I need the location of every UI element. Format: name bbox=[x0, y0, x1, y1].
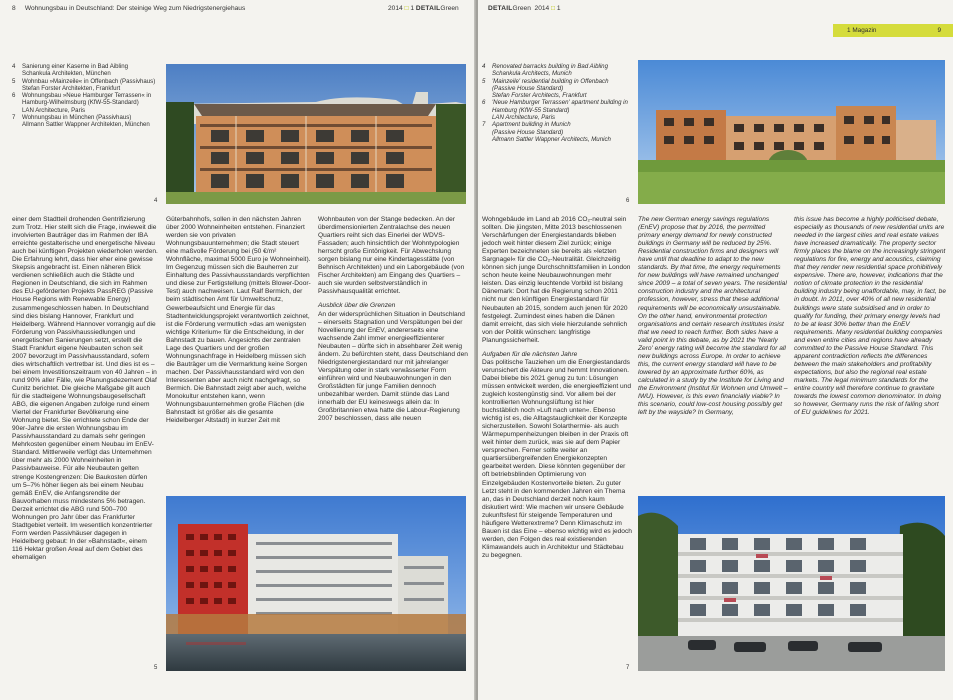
caption-line: LAN Architecture, Paris bbox=[22, 106, 85, 114]
left-running-head bbox=[12, 5, 245, 12]
left-issue-info bbox=[388, 5, 459, 12]
subheading-ausblick: Ausblick über die Grenzen bbox=[318, 302, 396, 310]
right-column-2-english bbox=[638, 216, 788, 490]
caption-line: Stefan Forster Architects, Frankfurt bbox=[492, 92, 587, 100]
caption-number: 4 bbox=[12, 63, 16, 70]
caption-number: 5 bbox=[12, 77, 16, 85]
figure-number-7: 7 bbox=[626, 665, 630, 671]
right-column-1 bbox=[482, 216, 632, 694]
caption-number: 6 bbox=[482, 99, 486, 107]
right-page bbox=[478, 0, 953, 700]
brand-logo-rest: Green bbox=[440, 5, 459, 12]
issue-box: □ bbox=[404, 5, 409, 12]
figure-number-5: 5 bbox=[154, 665, 158, 671]
left-column-2 bbox=[166, 216, 312, 490]
munich-image bbox=[638, 496, 945, 671]
caption-text bbox=[492, 121, 611, 143]
caption-line: Renovated barracks building in Bad Aibling bbox=[492, 63, 608, 70]
section-tab bbox=[833, 24, 953, 37]
caption-number: 5 bbox=[482, 77, 486, 85]
caption-text bbox=[492, 99, 628, 121]
caption-item bbox=[12, 114, 162, 129]
caption-number: 4 bbox=[482, 63, 486, 70]
left-col3-text: Wohnbauten von der Stange bedecken. An der überdimensionierten Zentralachse des neuen Quartiers reiht sich das Einerlei der WDVS-Fassaden; auch hinsichtlich der Wohntypologien herrscht große Eintönigkeit. Für Abwechslung sorgen bislang nur eine Kindertagesstätte (von Behnisch Architekten) und ein Laborgebäude (von Fischer Architekten) am Eingang des Quartiers – auch sie wurden selbstverständlich in Passivhausqualität errichtet. bbox=[318, 216, 465, 296]
issue-box-right: □ bbox=[551, 5, 556, 12]
caption-line: (Passive House Standard) bbox=[492, 128, 564, 136]
caption-line: Sanierung einer Kaserne in Bad Aibling bbox=[22, 63, 129, 70]
right-page-number: 9 bbox=[937, 27, 941, 34]
caption-text bbox=[22, 114, 150, 129]
english-captions bbox=[482, 63, 632, 143]
issue-year-right: 2014 bbox=[534, 5, 550, 12]
right-col3-text: this issue has become a highly politicised debate, especially as thousands of new residential units are needed in the largest cities and real estate values have increased dramatically. The property sector firmly places the blame on the increasingly stringent regulations for fire, energy and acoustics, claiming that they render new residential space prohibitively expensive. There are, however, indications that the notion of climate protection in the residential building industry being unaffordable, may, in fact, be in doubt. In 2011, over 40% of all new residential buildings were state subsidised and in order to qualify for funding, their primary energy levels had to be at least 30% better than the EnEV requirements. Many residential building companies and even entire cities and regions have already committed to the Passive House Standard. This apparent contradiction reflects the differences between the main stakeholders and profitability expectations, but also the regional real estate markets. The legal minimum standards for the entire country will therefore continue to gravitate towards the lowest common denominator. In doing so however, Germany runs the risk of falling short of EU guidelines for 2021. bbox=[794, 216, 946, 417]
photo-mainzeile-offenbach bbox=[154, 496, 466, 671]
mainzeile-image bbox=[166, 496, 466, 671]
brand-logo-bold: DETAIL bbox=[415, 5, 441, 12]
hamburg-image bbox=[638, 60, 945, 204]
left-page bbox=[0, 0, 476, 700]
right-column-3-english bbox=[794, 216, 946, 490]
caption-line: Wohnungsbau in München (Passivhaus) bbox=[22, 114, 132, 122]
brand-logo-bold-right: DETAIL bbox=[488, 5, 513, 12]
caption-item bbox=[12, 78, 162, 93]
caption-line: Schankula Architects, Munich bbox=[492, 70, 572, 78]
figure-number-6: 6 bbox=[626, 198, 630, 204]
left-column-3 bbox=[318, 216, 468, 490]
caption-line: Wohnbau »Mainzeile« in Offenbach (Passivhaus) bbox=[22, 77, 156, 85]
german-captions bbox=[12, 63, 162, 129]
caption-number: 7 bbox=[482, 121, 486, 129]
caption-text bbox=[492, 63, 608, 78]
caption-line: Wohnungsbau »Neue Hamburger Terrassen« in bbox=[22, 92, 152, 100]
caption-text bbox=[492, 78, 608, 100]
issue-number: 1 bbox=[410, 5, 415, 12]
caption-text bbox=[22, 92, 151, 114]
subheading-aufgaben: Aufgaben für die nächsten Jahre bbox=[482, 350, 578, 358]
caption-line: Schankula Architekten, München bbox=[22, 70, 111, 78]
caption-line: Allmann Sattler Wappner Architekten, München bbox=[22, 121, 150, 129]
caption-item bbox=[482, 121, 632, 143]
caption-item bbox=[482, 78, 632, 100]
figure-number-4: 4 bbox=[154, 198, 158, 204]
caption-number: 6 bbox=[12, 92, 16, 100]
section-tab-label: 1 Magazin bbox=[847, 27, 877, 34]
right-col1-text-b: Das politische Tauziehen um die Energiestandards verunsichert die Akteure und hemmt Innovationen. Dabei bliebe bis 2021 genug zu tun: Lösungen müssen entwickelt werden, die energieeffizient und zugleich kostengünstig sind. Vor allem bei der kontrollierten Wohnungslüftung ist hier buchstäblich noch »Luft nach unten«. Ebenso wichtig ist es, die Alltagstauglichkeit der Konzepte sicherzustellen. Sowohl Solarthermie- als auch Wärmepumpenheizungen bleiben in der Praxis oft weit hinter dem zurück, was sie auf dem Papier versprechen. Ferner sollte weiter an quartiersübergreifenden Energiekonzepten gearbeitet werden. Diese könnten gegenüber der oft betriebsblinden Optimierung von Einzelgebäuden Kostenvorteile bieten. Zu guter Letzt steht in den kommenden Jahren ein Thema an, das in Deutschland derzeit noch kaum diskutiert wird: Wie machen wir unsere Gebäude zukunftsfest für steigende Temperaturen und häufigere Wetterextreme? Denn Klimaschutz im Bauen ist das Eine – ebenso wichtig wird es jedoch werden, den Folgen des real existierenden Klimawandels auch in Architektur und Städtebau zu begegnen. bbox=[482, 358, 632, 559]
caption-line: 'Neue Hamburger Terrassen' apartment building in bbox=[492, 99, 628, 107]
photo-barracks-bad-aibling bbox=[154, 64, 466, 204]
left-col3-text-b: An der widersprüchlichen Situation in Deutschland – einerseits Stagnation und Verspätungen bei der Novellierung der EnEV, andererseits eine wachsende Zahl immer energieeffizienterer Neubauten – dürfte sich in absehbarer Zeit wenig ändern. Zu befürchten steht, dass Deutschland den Niedrigstenergiestandard nur mit jahrelanger Verspätung oder in stark verwässerter Form einführen wird und Neubauwohnungen in den Großstädten für junge Familien dennoch unbezahlbar werden. Damit stünde das Land innerhalb der EU keineswegs allein da: In Großbritannien etwa hatte die Labour-Regierung 2007 beschlossen, dass alle neuen bbox=[318, 310, 468, 423]
right-issue-info bbox=[488, 5, 561, 12]
left-article-title: Wohnungsbau in Deutschland: Der steinige Weg zum Niedrigstenergiehaus bbox=[24, 5, 246, 12]
caption-line: Stefan Forster Architekten, Frankfurt bbox=[22, 84, 121, 92]
caption-line: LAN Architecture, Paris bbox=[492, 114, 556, 122]
barracks-image bbox=[166, 64, 466, 204]
photo-neue-hamburger-terrassen bbox=[626, 60, 945, 204]
issue-year: 2014 bbox=[388, 5, 403, 12]
left-column-1 bbox=[12, 216, 158, 694]
caption-number: 7 bbox=[12, 114, 16, 122]
right-col2-text: The new German energy savings regulations (EnEV) propose that by 2016, the permitted primary energy demand for newly constructed buildings in Germany will be reduced by 25%. Residential construction firms and designers will have until that deadline to adapt to the new standards. By that time, the energy requirements for new buildings will have remained unchanged since 2009 – a total of seven years. The residential construction industry and the architectural profession, however, stress that these additional requirements will be economically unsustainable. On the other hand, environmental protection organisations and certain research institutes insist that we need to reach further. Both sides have a valid point in this debate, as by 2021 the 'Nearly Zero' energy rating will become the standard for all new buildings across Europe. In order to achieve this, the current energy standard will have to be lowered by an approximate further 60%, as calculated in a study by the Institute for Living and the Environment (Institut für Wohnen und Umwelt – IWU). However, is this even financially viable? In this scenario, could low-cost housing possibly get left by the wayside? In Germany, bbox=[638, 216, 788, 417]
caption-text bbox=[22, 78, 155, 93]
left-col2-text: Güterbahnhofs, sollen in den nächsten Jahren über 2000 Wohneinheiten entstehen. Finanziert werden sie von privaten Wohnungsbauunternehmen; die Stadt steuert eine maßvolle Förderung bei (50 €/m² Wohnfläche, maximal 5000 Euro je Wohneinheit). Im Gegenzug müssen sich die Bauherren zur Einhaltung des Passivhausstandards verpflichten und diese zur Fertigstellung (mittels Blower-Door-Test) auch nachweisen. Laut Ralf Bermich, der beim städtischen Amt für Umweltschutz, Gewerbeaufsicht und Energie für das Stadtentwicklungsprojekt verantwortlich zeichnet, ist die Förderung vermutlich »das am wenigsten wichtige Kriterium« für die Entscheidung, in der Bahnstadt zu bauen. Angesichts der zentralen Lage des Quartiers und der großen Wohnungsnachfrage in Heidelberg müssen sich die Bauträger um die Vermarktung keine Sorgen machen. Der Passivhausstandard wird von den Interessenten aber auch nicht nachgefragt, so Bermich. Die Bahnstadt zeigt aber auch, welche Monokultur entstehen kann, wenn Wohnungsbauunternehmen große Flächen (die Bahnstadt ist größer als die gesamte Heidelberger Altstadt) in kurzer Zeit mit bbox=[166, 216, 311, 425]
caption-line: (Passive House Standard) bbox=[492, 84, 564, 92]
photo-munich-apartment bbox=[626, 496, 945, 671]
caption-item bbox=[12, 63, 162, 78]
caption-item bbox=[482, 63, 632, 78]
right-col1-text: Wohngebäude im Land ab 2016 CO₂-neutral sein sollten. Die jüngsten, Mitte 2013 beschlossenen Verschärfungen der Energiestandards blieben jedoch weit hinter diesem Ziel zurück; einige Experten bezeichneten sie bereits als »letzten Sargnagel« für die CO₂-Neutralität. Gleichzeitig können sich junge Durchschnittsfamilien in London schon heute keine Neubauwohnungen mehr leisten. Das einzig leuchtende Vorbild ist bislang Dänemark: Dort hat die Regierung schon 2011 nicht nur den künftigen Energiestandard für Neubauten ab 2015, sondern auch jenen für 2020 festgelegt. Zumindest eines haben die Dänen damit erreicht, das sich viele hierzulande sehnlich von der Politik wünschen: langfristige Planungssicherheit. bbox=[482, 216, 631, 344]
caption-line: Apartment building in Munich bbox=[492, 121, 571, 129]
caption-line: Allmann Sattler Wappner Architects, Munich bbox=[492, 135, 611, 143]
left-page-number: 8 bbox=[12, 5, 16, 12]
caption-text bbox=[22, 63, 128, 78]
issue-number-right: 1 bbox=[556, 5, 561, 12]
left-col1-text: einer dem Stadtteil drohenden Gentrifizierung zum Trotz. Hier stellt sich die Frage, inwieweit die involvierten Bauträger das im Rahmen der IBA erreichte gestalterische und energetische Niveau auch bei künftigen Projekten wiederholen werden. Die Erfahrung lehrt, dass hier eher eine gewisse Skepsis angebracht ist. Einen näheren Blick verdienen schließlich auch die Städte und Regionen in Deutschland, die sich im Rahmen des EU-geförderten Projekts PassREG (Passive House Regions with Renewable Energy) zusammengeschlossen haben. In Deutschland sind dies bislang Hannover, Frankfurt und Heidelberg. Während Hannover vorrangig auf die Förderung von Passivhaussiedlungen und energetischen Sanierungen setzt, erstellt die Stadt Frankfurt eigene Neubauten schon seit 2007 bevorzugt im Passivhausstandard, sofern dies wirtschaftlich vertretbar ist. Und dies ist es – bei einem Investitionszeitraum von 40 Jahren – in rund 90% aller Fälle, wie Planungsdezernent Olaf Cunitz berichtet. Die gleiche Maßgabe gilt auch für die stadteigene Wohnungsbaugesellschaft ABG, die eigenen Angaben zufolge rund einem Viertel der Frankfurter Bevölkerung eine Wohnung bietet. Sie errichtete schon Ende der 90er-Jahre die ersten Wohnungsbau im Passivhausstandard zu damals sehr geringen Mehrkosten gegenüber einem Neubau im EnEV-Standard. Mittlerweile verfügt das Unternehmen über mehr als 2000 Wohneinheiten in Passivbauweise. Für alle Neubauten gelten strenge Kostengrenzen: Die Baukosten dürfen um 5–7% höher liegen als bei einem Neubau gemäß EnEV, die Anfangsrendite der Bauvorhaben muss mindestens 5% betragen. Derzeit errichtet die ABG rund 500–700 Wohnungen pro Jahr über das Frankfurter Stadtgebiet verteilt. Im wesentlich konzentrierter Form werden Passivhäuser dagegen in Heidelberg gebaut: In der »Bahnstadt«, einem 116 Hektar großen Areal auf dem Gebiet des ehemaligen bbox=[12, 216, 158, 561]
caption-line: Hamburg-Wilhelmsburg (KfW-55-Standard) bbox=[22, 99, 139, 107]
caption-line: Hamburg (KfW-55 Standard) bbox=[492, 106, 570, 114]
brand-logo-rest-right: Green bbox=[512, 5, 531, 12]
caption-item bbox=[12, 92, 162, 114]
caption-line: 'Mainzeile' residential building in Offenbach bbox=[492, 77, 609, 85]
caption-item bbox=[482, 99, 632, 121]
